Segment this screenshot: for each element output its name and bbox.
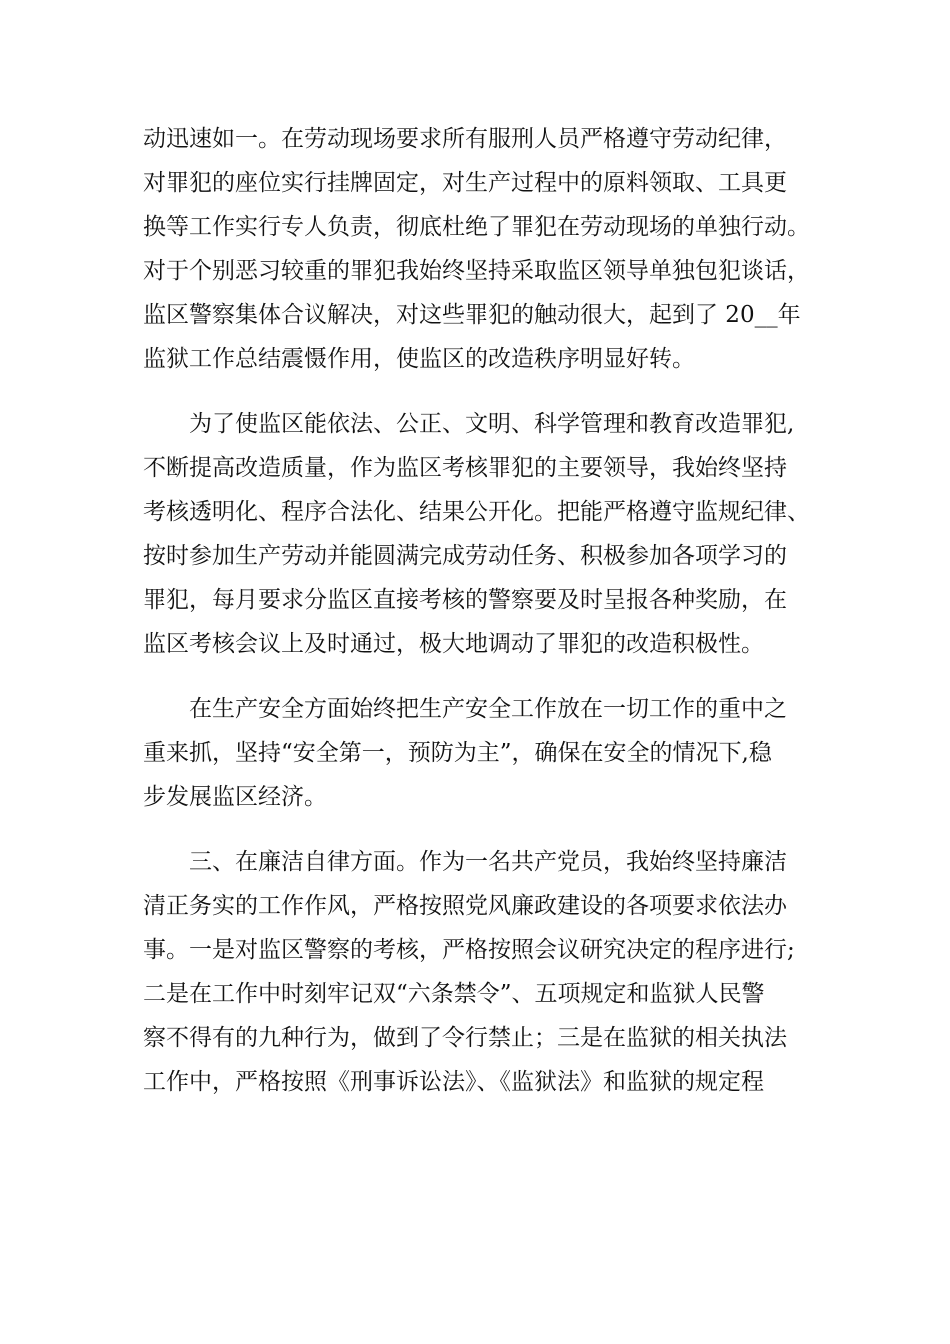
text-line: 步发展监区经济。 bbox=[143, 784, 327, 810]
paragraph-4 bbox=[143, 840, 823, 1104]
text-line: 三、在廉洁自律方面。作为一名共产党员，我始终坚持廉洁 bbox=[189, 849, 787, 875]
text-line: 为了使监区能依法、公正、文明、科学管理和教育改造罪犯, bbox=[189, 411, 795, 437]
paragraph-1 bbox=[143, 117, 823, 381]
text-line: 罪犯，每月要求分监区直接考核的警察要及时呈报各种奖励，在 bbox=[143, 587, 787, 613]
text-line: 对罪犯的座位实行挂牌固定，对生产过程中的原料领取、工具更 bbox=[143, 170, 787, 196]
paragraph-3 bbox=[143, 687, 823, 819]
text-line: 对于个别恶习较重的罪犯我始终坚持采取监区领导单独包犯谈话， bbox=[143, 258, 810, 284]
text-line: 不断提高改造质量，作为监区考核罪犯的主要领导，我始终坚持 bbox=[143, 455, 787, 481]
text-line: 事。一是对监区警察的考核，严格按照会议研究决定的程序进行; bbox=[143, 937, 795, 963]
text-line: 清正务实的工作作风，严格按照党风廉政建设的各项要求依法办 bbox=[143, 893, 787, 919]
text-line: 动迅速如一。在劳动现场要求所有服刑人员严格遵守劳动纪律， bbox=[143, 126, 787, 152]
text-line: 在生产安全方面始终把生产安全工作放在一切工作的重中之 bbox=[189, 696, 787, 722]
text-line: 重来抓，坚持“安全第一，预防为主”，确保在安全的情况下,稳 bbox=[143, 740, 772, 766]
text-line: 监区警察集体合议解决，对这些罪犯的触动很大，起到了 20__年 bbox=[143, 302, 801, 328]
text-line: 监区考核会议上及时通过，极大地调动了罪犯的改造积极性。 bbox=[143, 631, 764, 657]
text-line: 监狱工作总结震慑作用，使监区的改造秩序明显好转。 bbox=[143, 346, 695, 372]
text-line: 考核透明化、程序合法化、结果公开化。把能严格遵守监规纪律、 bbox=[143, 499, 810, 525]
document-body bbox=[143, 117, 823, 1125]
paragraph-2 bbox=[143, 402, 823, 666]
text-line: 工作中，严格按照《刑事诉讼法》、《监狱法》和监狱的规定程 bbox=[143, 1069, 764, 1095]
text-line: 二是在工作中时刻牢记双“六条禁令”、五项规定和监狱人民警 bbox=[143, 981, 765, 1007]
text-line: 察不得有的九种行为，做到了令行禁止；三是在监狱的相关执法 bbox=[143, 1025, 787, 1051]
text-line: 换等工作实行专人负责，彻底杜绝了罪犯在劳动现场的单独行动。 bbox=[143, 214, 810, 240]
text-line: 按时参加生产劳动并能圆满完成劳动任务、积极参加各项学习的 bbox=[143, 543, 787, 569]
